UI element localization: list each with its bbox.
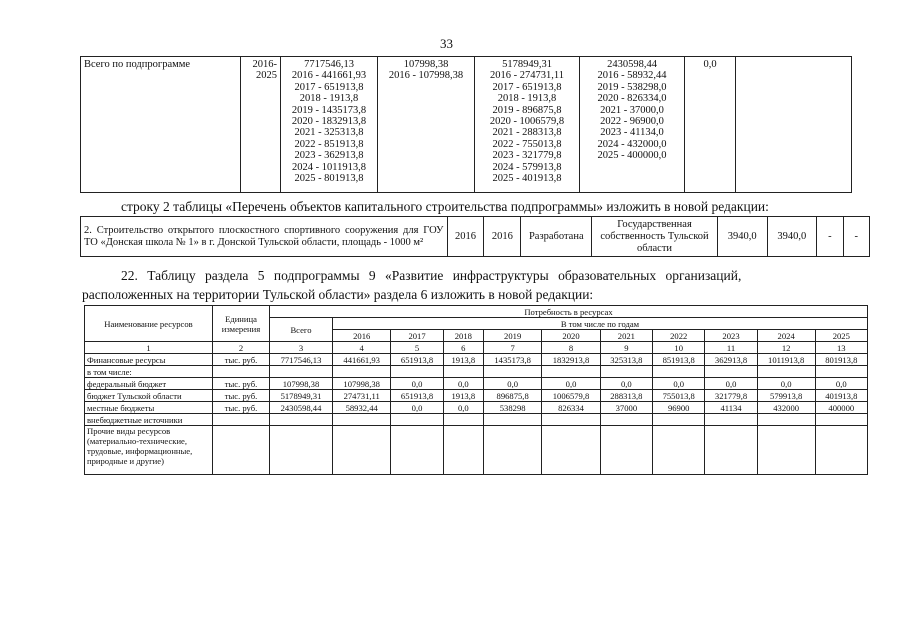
resource-value [600, 366, 652, 378]
funding-line: 7717546,13 [304, 59, 354, 70]
funding-line: 2017 - 651913,8 [294, 81, 364, 93]
header-year: 2016 [333, 330, 391, 342]
resource-value [705, 366, 757, 378]
column-number: 11 [705, 342, 757, 354]
resource-value: 288313,8 [600, 390, 652, 402]
object-description: 2. Строительство открытого плоскостного спортивного сооружения для ГОУ ТО «Донская школа № 1» в г. Донской Тульской области, площадь - 1000 м² [81, 217, 448, 257]
resource-name: бюджет Тульской области [85, 390, 213, 402]
resource-value [542, 414, 600, 426]
resource-value [270, 414, 333, 426]
header-year: 2018 [443, 330, 483, 342]
resource-value [443, 366, 483, 378]
funding-line: 2020 - 826334,0 [597, 93, 667, 105]
column-number: 3 [270, 342, 333, 354]
resource-value [705, 414, 757, 426]
extra-funding-cell: 0,0 [685, 57, 736, 193]
header-year: 2023 [705, 330, 757, 342]
table-row [85, 390, 868, 402]
federal-funding-cell [378, 57, 475, 193]
resource-value: 400000 [815, 402, 867, 414]
resource-value: 0,0 [815, 378, 867, 390]
funding-line: 2018 - 1913,8 [497, 93, 557, 105]
resource-value: 1011913,8 [757, 354, 815, 366]
funding-line: 107998,38 [403, 59, 449, 70]
funding-line: 2020 - 1006579,8 [489, 116, 565, 128]
header-year: 2019 [483, 330, 541, 342]
funding-line: 2023 - 41134,0 [600, 127, 664, 139]
funding-line: 2016 - 107998,38 [388, 70, 464, 82]
resource-name: Финансовые ресурсы [85, 354, 213, 366]
object-cost-1: 3940,0 [717, 217, 767, 257]
resource-value: 274731,11 [333, 390, 391, 402]
resource-value [391, 414, 443, 426]
funding-line: 2023 - 362913,8 [294, 150, 364, 162]
resource-value [757, 366, 815, 378]
header-year: 2021 [600, 330, 652, 342]
funding-line: 2025 - 801913,8 [294, 173, 364, 185]
funding-line: 2019 - 1435173,8 [291, 104, 367, 116]
resource-value [653, 414, 705, 426]
resource-value: 0,0 [542, 378, 600, 390]
funding-line: 2022 - 96900,0 [600, 116, 664, 128]
funding-line: 2025 - 400000,0 [597, 150, 667, 162]
funding-line: 2025 - 401913,8 [492, 173, 562, 185]
resource-value: 325313,8 [600, 354, 652, 366]
resource-value [600, 414, 652, 426]
resource-value: 0,0 [391, 402, 443, 414]
resource-value [705, 426, 757, 475]
resource-value [270, 366, 333, 378]
funding-line: 2019 - 538298,0 [597, 81, 667, 93]
resource-value: 1913,8 [443, 390, 483, 402]
resource-value [483, 414, 541, 426]
resource-value [815, 414, 867, 426]
resource-name: Прочие виды ресурсов (материально-технические, трудовые, информационные, природные и другие) [85, 426, 213, 475]
resource-value [542, 426, 600, 475]
resource-value [815, 426, 867, 475]
header-year: 2020 [542, 330, 600, 342]
resource-name: внебюджетные источники [85, 414, 213, 426]
resource-value: 651913,8 [391, 354, 443, 366]
resource-value [333, 366, 391, 378]
resource-value: 107998,38 [333, 378, 391, 390]
resource-value: 2430598,44 [270, 402, 333, 414]
table-row [85, 414, 868, 426]
resource-value [213, 426, 270, 475]
column-number: 1 [85, 342, 213, 354]
object-year-end: 2016 [484, 217, 521, 257]
object-dash-1: - [817, 217, 843, 257]
resource-value: 1435173,8 [483, 354, 541, 366]
resource-value [542, 366, 600, 378]
funding-line: 2022 - 755013,8 [492, 138, 562, 150]
funding-line: 2018 - 1913,8 [299, 93, 359, 105]
resource-value: 0,0 [757, 378, 815, 390]
resource-value: 0,0 [483, 378, 541, 390]
funding-line: 2430598,44 [607, 59, 657, 70]
table-row [85, 426, 868, 475]
column-number: 7 [483, 342, 541, 354]
resource-value: 1913,8 [443, 354, 483, 366]
resource-value: 1832913,8 [542, 354, 600, 366]
resource-name: в том числе: [85, 366, 213, 378]
resource-value: 579913,8 [757, 390, 815, 402]
resource-name: федеральный бюджет [85, 378, 213, 390]
resource-value: 538298 [483, 402, 541, 414]
header-resource-name: Наименование ресурсов [85, 306, 213, 342]
header-year: 2017 [391, 330, 443, 342]
resource-value: 5178949,31 [270, 390, 333, 402]
header-year: 2025 [815, 330, 867, 342]
resource-value [443, 414, 483, 426]
funding-line: 2016 - 274731,11 [490, 70, 564, 82]
column-number: 5 [391, 342, 443, 354]
resource-value: 851913,8 [653, 354, 705, 366]
header-unit: Единица измерения [213, 306, 270, 342]
object-status: Разработана [521, 217, 592, 257]
resource-value: 0,0 [653, 378, 705, 390]
resource-value [391, 366, 443, 378]
resources-table [84, 305, 868, 475]
resource-value [483, 366, 541, 378]
resource-value [757, 426, 815, 475]
resource-value: 1006579,8 [542, 390, 600, 402]
resource-value [270, 426, 333, 475]
capital-object-table [80, 216, 870, 257]
funding-line: 2022 - 851913,8 [294, 138, 364, 150]
table-row [85, 402, 868, 414]
header-year: 2022 [653, 330, 705, 342]
column-number: 8 [542, 342, 600, 354]
funding-line: 2019 - 896875,8 [492, 104, 562, 116]
resource-value: 755013,8 [653, 390, 705, 402]
resource-value [333, 414, 391, 426]
resource-value: 58932,44 [333, 402, 391, 414]
resource-value: 826334 [542, 402, 600, 414]
resource-value [333, 426, 391, 475]
funding-line: 2016 - 441661,93 [291, 70, 367, 82]
resource-value: 651913,8 [391, 390, 443, 402]
object-ownership: Государственная собственность Тульской области [592, 217, 718, 257]
column-number: 4 [333, 342, 391, 354]
resource-value: 321779,8 [705, 390, 757, 402]
resource-name: местные бюджеты [85, 402, 213, 414]
header-need: Потребность в ресурсах [270, 306, 868, 318]
table-row [85, 378, 868, 390]
paragraph-section-22-line1: 22. Таблицу раздела 5 подпрограммы 9 «Развитие инфраструктуры образовательных организаций, [121, 268, 742, 283]
resource-value: 401913,8 [815, 390, 867, 402]
column-number: 12 [757, 342, 815, 354]
resource-unit: тыс. руб. [213, 390, 270, 402]
resource-value: 0,0 [443, 378, 483, 390]
resource-value: 441661,93 [333, 354, 391, 366]
resource-value [443, 426, 483, 475]
regional-funding-cell [475, 57, 580, 193]
resource-value [757, 414, 815, 426]
column-number: 6 [443, 342, 483, 354]
funding-line: 2017 - 651913,8 [492, 81, 562, 93]
page-number: 33 [440, 36, 453, 51]
funding-line: 2024 - 579913,8 [492, 161, 562, 173]
funding-line: 2021 - 37000,0 [600, 104, 664, 116]
paragraph-object-list: строку 2 таблицы «Перечень объектов капитального строительства подпрограммы» изложить в новой редакции: [121, 199, 769, 214]
resource-value [483, 426, 541, 475]
table-row [85, 354, 868, 366]
resource-value: 801913,8 [815, 354, 867, 366]
resource-value: 0,0 [443, 402, 483, 414]
resource-value: 362913,8 [705, 354, 757, 366]
resource-value: 96900 [653, 402, 705, 414]
local-funding-cell [580, 57, 685, 193]
resource-value: 7717546,13 [270, 354, 333, 366]
resource-value: 896875,8 [483, 390, 541, 402]
column-number: 9 [600, 342, 652, 354]
funding-line: 2023 - 321779,8 [492, 150, 562, 162]
resource-value [653, 366, 705, 378]
total-funding-cell [281, 57, 378, 193]
resource-value: 432000 [757, 402, 815, 414]
object-year-start: 2016 [447, 217, 484, 257]
funding-line: 2021 - 288313,8 [492, 127, 562, 139]
resource-value: 37000 [600, 402, 652, 414]
funding-line: 2021 - 325313,8 [294, 127, 364, 139]
resource-unit: тыс. руб. [213, 378, 270, 390]
resource-value: 0,0 [705, 378, 757, 390]
column-number: 10 [653, 342, 705, 354]
object-dash-2: - [843, 217, 869, 257]
resource-value: 41134 [705, 402, 757, 414]
resource-value [653, 426, 705, 475]
header-year: 2024 [757, 330, 815, 342]
resource-value: 0,0 [391, 378, 443, 390]
funding-line: 2024 - 1011913,8 [292, 161, 366, 173]
funding-line: 2020 - 1832913,8 [291, 116, 367, 128]
resource-unit [213, 366, 270, 378]
paragraph-section-22-line2: расположенных на территории Тульской области» раздела 6 изложить в новой редакции: [82, 287, 594, 302]
header-years-group: В том числе по годам [333, 318, 868, 330]
subprogram-total-label: Всего по подпрограмме [81, 57, 241, 193]
subprogram-total-table [80, 56, 852, 193]
resource-value: 0,0 [600, 378, 652, 390]
funding-line: 2024 - 432000,0 [597, 138, 667, 150]
resource-value [600, 426, 652, 475]
funding-line: 5178949,31 [502, 59, 552, 70]
resource-value [391, 426, 443, 475]
resource-unit: тыс. руб. [213, 354, 270, 366]
resource-value: 107998,38 [270, 378, 333, 390]
resource-value [815, 366, 867, 378]
resource-unit [213, 414, 270, 426]
column-number: 2 [213, 342, 270, 354]
resource-unit: тыс. руб. [213, 402, 270, 414]
header-total: Всего [270, 318, 333, 342]
empty-cell [736, 57, 852, 193]
table-row [85, 366, 868, 378]
period-cell: 2016- 2025 [241, 57, 281, 193]
column-number: 13 [815, 342, 867, 354]
object-cost-2: 3940,0 [767, 217, 817, 257]
funding-line: 2016 - 58932,44 [597, 70, 667, 82]
